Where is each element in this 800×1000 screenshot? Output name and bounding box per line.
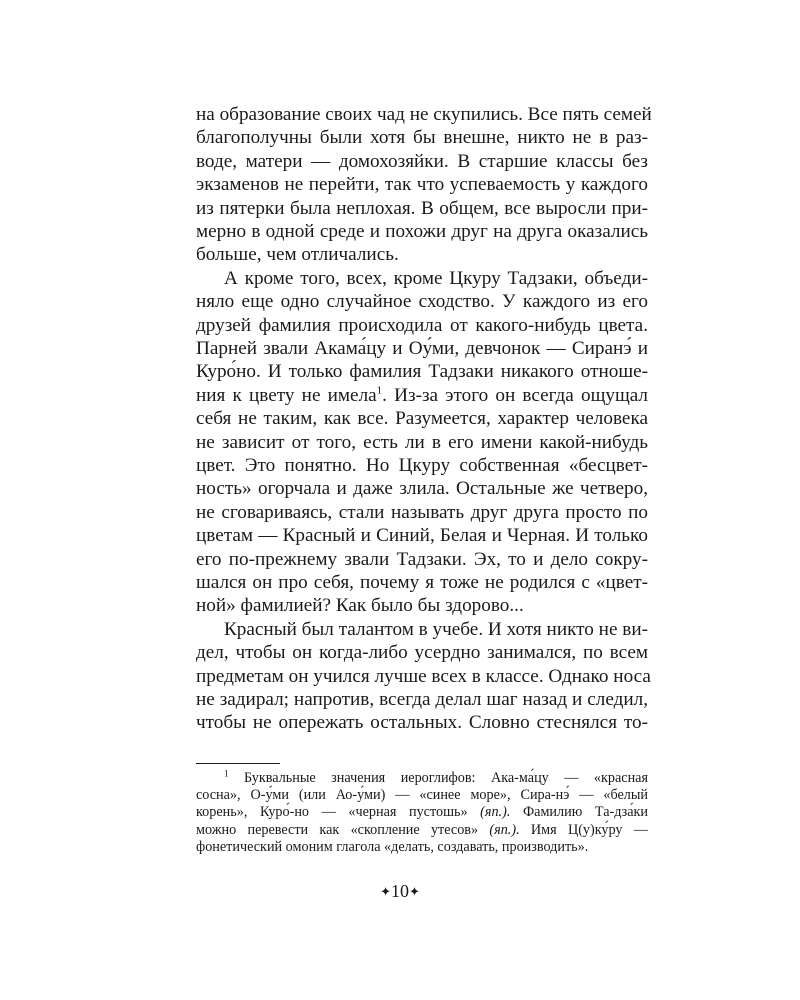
footnote-text: Имя Ц(у)ку́ру — xyxy=(519,821,648,838)
text-line: его по-прежнему звали Тадзаки. Эх, то и дело сокру- xyxy=(196,548,648,570)
text-line: шался он про себя, почему я тоже не родился с «цвет- xyxy=(196,572,648,593)
footnote-text: можно перевести как «скопление утесов» xyxy=(196,821,490,838)
text-line: Куро́но. И только фамилия Тадзаки никакого отноше- xyxy=(196,361,648,383)
footnote-line: фонетический омоним глагола «делать, создавать, производить». xyxy=(196,838,589,855)
text-line: себя не таким, как все. Разумеется, характер человека xyxy=(196,408,648,430)
text-line: Красный был талантом в учебе. И хотя никто не ви- xyxy=(224,618,648,640)
footnote-line: сосна», О-у́ми (или Ао-у́ми) — «синее море», Сира-нэ́ — «белый xyxy=(196,787,648,804)
text-segment: . Из-за этого он всегда ощущал xyxy=(382,384,648,406)
text-line: не зависит от того, есть ли в его имени какой-нибудь xyxy=(196,431,648,453)
star-ornament-icon: ✦ xyxy=(409,884,420,899)
footnote-text: Буквальные значения иероглифов: Ака-ма́цу — «красная xyxy=(228,770,648,786)
footnote-line xyxy=(196,804,648,821)
text-line: ность» огорчала и даже злила. Остальные же четверо, xyxy=(196,478,648,500)
text-line: воде, матери — домохозяйки. В старшие классы без xyxy=(196,150,648,172)
text-line: друзей фамилия происходила от какого-нибудь цвета. xyxy=(196,314,648,336)
text-line: цветам — Красный и Синий, Белая и Черная. И только xyxy=(196,525,648,547)
text-line: на образование своих чад не скупились. Все пять семей xyxy=(196,104,652,125)
footnote-line xyxy=(196,822,648,839)
text-line: А кроме того, всех, кроме Цкуру Тадзаки, объеди- xyxy=(224,267,648,289)
text-line: не задирал; напротив, всегда делал шаг назад и следил, xyxy=(196,689,648,710)
star-ornament-icon: ✦ xyxy=(380,884,391,899)
footnote-line xyxy=(224,770,648,787)
text-line: чтобы не опережать остальных. Словно стеснялся то- xyxy=(196,712,648,734)
text-line-with-footnote-ref xyxy=(196,384,648,407)
text-line: ной» фамилией? Как было бы здорово... xyxy=(196,595,524,617)
text-line: дел, чтобы он когда-либо усердно занимался, по всем xyxy=(196,642,648,664)
page-number xyxy=(0,880,800,902)
footnote-abbreviation: (яп.). xyxy=(480,804,511,821)
text-line: благополучны были хотя бы внешне, никто не в раз- xyxy=(196,127,648,149)
text-line: из пятерки была неплохая. В общем, все выросли при- xyxy=(196,197,648,219)
text-line: мерно в одной среде и похожи друг на друга оказались xyxy=(196,221,648,242)
footnote-reference[interactable]: 1 xyxy=(376,384,383,397)
text-segment: ния к цвету не имела xyxy=(196,384,377,406)
text-line: больше, чем отличались. xyxy=(196,244,399,266)
text-line: не сговариваясь, стали называть друг друга просто по xyxy=(196,501,648,523)
footnote-divider xyxy=(196,763,280,764)
footnote-text: Фамилию Та-дза́ки xyxy=(510,804,648,821)
footnote-marker: 1 xyxy=(224,768,229,779)
text-line: Парней звали Акама́цу и Оу́ми, девчонок — Сиранэ́ и xyxy=(196,338,648,359)
page-number-value: 10 xyxy=(391,881,409,901)
text-line: няло еще одно случайное сходство. У каждого из его xyxy=(196,291,648,313)
text-line: экзаменов не перейти, так что успеваемость у каждого xyxy=(196,174,648,196)
text-line: предметам он учился лучше всех в классе. Однако носа xyxy=(196,665,651,687)
text-line: цвет. Это понятно. Но Цкуру собственная «бесцвет- xyxy=(196,455,648,476)
footnote-text: корень», Куро́-но — «черная пустошь» xyxy=(196,804,481,821)
footnote-abbreviation: (яп.). xyxy=(489,821,520,838)
